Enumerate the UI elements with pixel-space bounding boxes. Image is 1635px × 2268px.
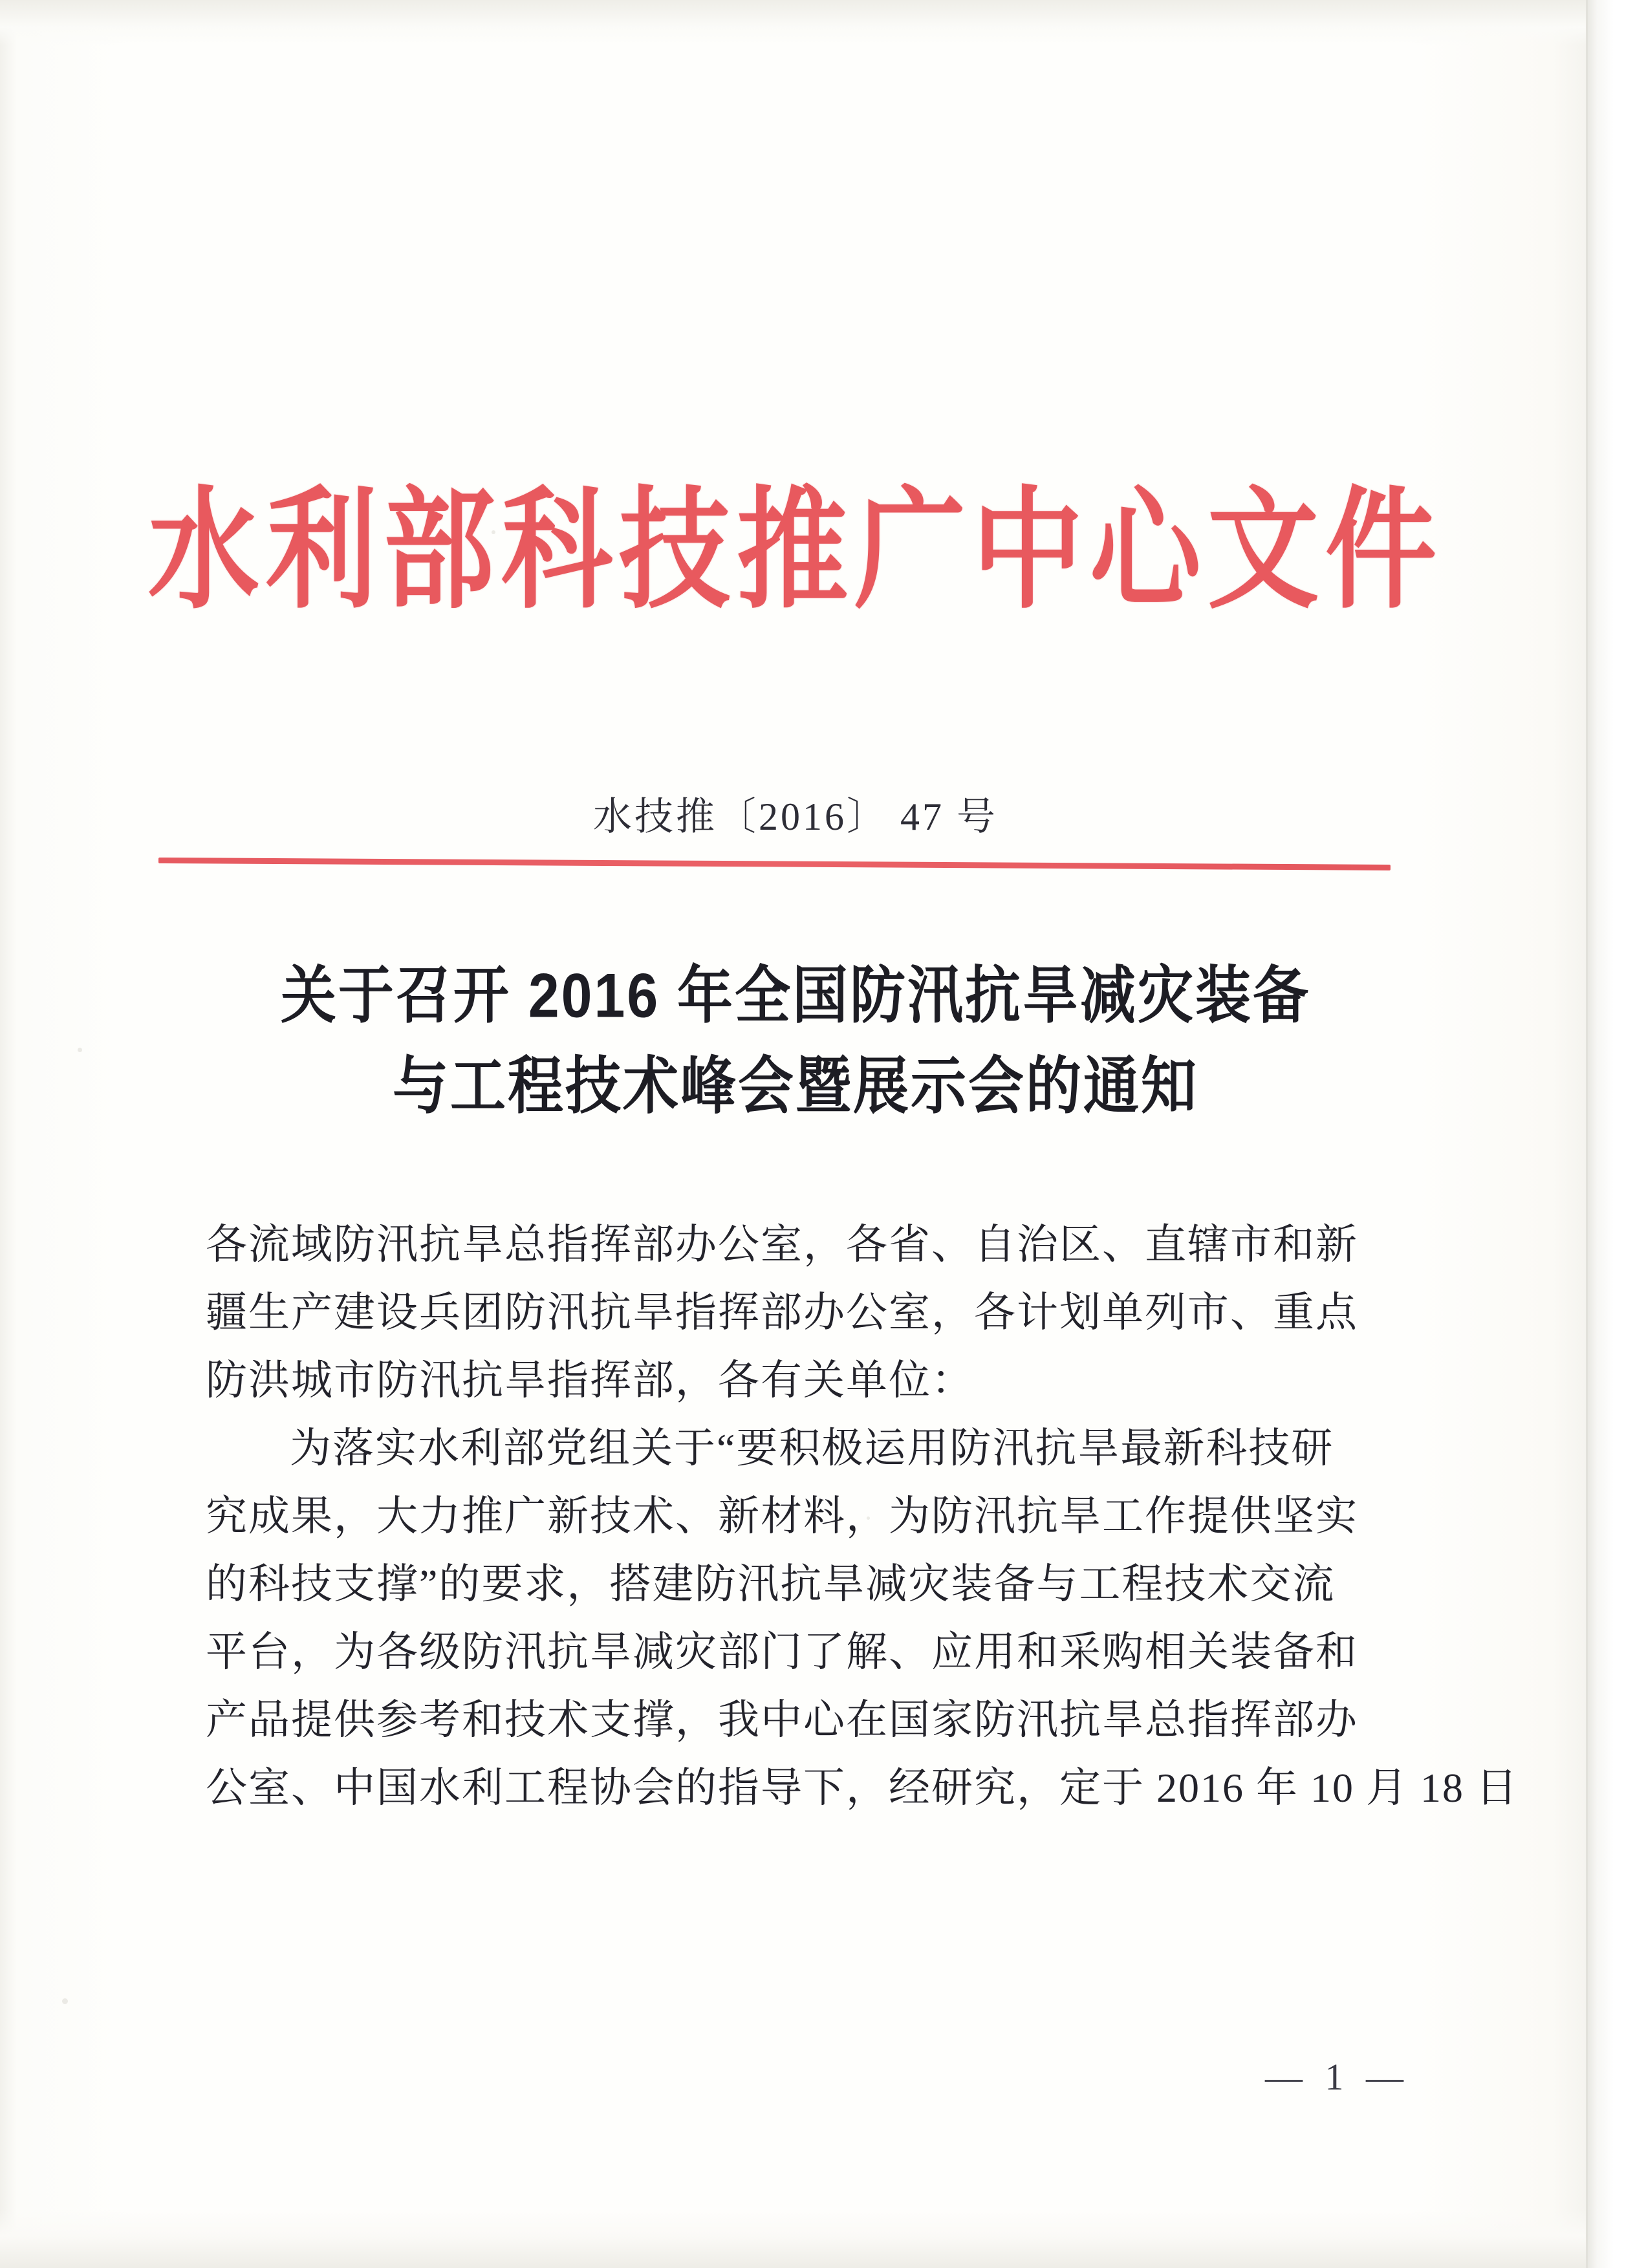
body-line: 究成果，大力推广新技术、新材料，为防汛抗旱工作提供坚实	[206, 1493, 1358, 1539]
document-body	[206, 1211, 1519, 1822]
body-line: 防洪城市防汛抗旱指挥部，各有关单位：	[206, 1357, 974, 1403]
body-line: 为落实水利部党组关于“要积极运用防汛抗旱最新科技研	[290, 1425, 1334, 1471]
masthead-title: 水利部科技推广中心文件	[148, 477, 1443, 624]
document-title	[0, 951, 1591, 1132]
body-line: 疆生产建设兵团防汛抗旱指挥部办公室，各计划单列市、重点	[206, 1290, 1358, 1335]
body-line: 平台，为各级防汛抗旱减灾部门了解、应用和采购相关装备和	[206, 1629, 1358, 1675]
scanner-background-gutter	[1588, 0, 1635, 2268]
document-title-line-2: 与工程技术峰会暨展示会的通知	[393, 1052, 1198, 1121]
body-line: 产品提供参考和技术支撑，我中心在国家防汛抗旱总指挥部办	[206, 1697, 1358, 1743]
masthead	[0, 477, 1591, 624]
body-line: 的科技支撑”的要求，搭建防汛抗旱减灾装备与工程技术交流	[206, 1561, 1336, 1607]
document-number: 水技推〔2016〕 47 号	[593, 795, 998, 838]
document-number-row	[0, 786, 1591, 841]
red-divider-rule	[158, 858, 1391, 870]
document-title-line-1: 关于召开 2016 年全国防汛抗旱减灾装备	[280, 961, 1311, 1031]
body-line: 公室、中国水利工程协会的指导下，经研究，定于 2016 年 10 月 18 日	[206, 1765, 1519, 1811]
body-line: 各流域防汛抗旱总指挥部办公室，各省、自治区、直辖市和新	[206, 1222, 1358, 1268]
page-number-footer: — 1 —	[1265, 2056, 1410, 2098]
